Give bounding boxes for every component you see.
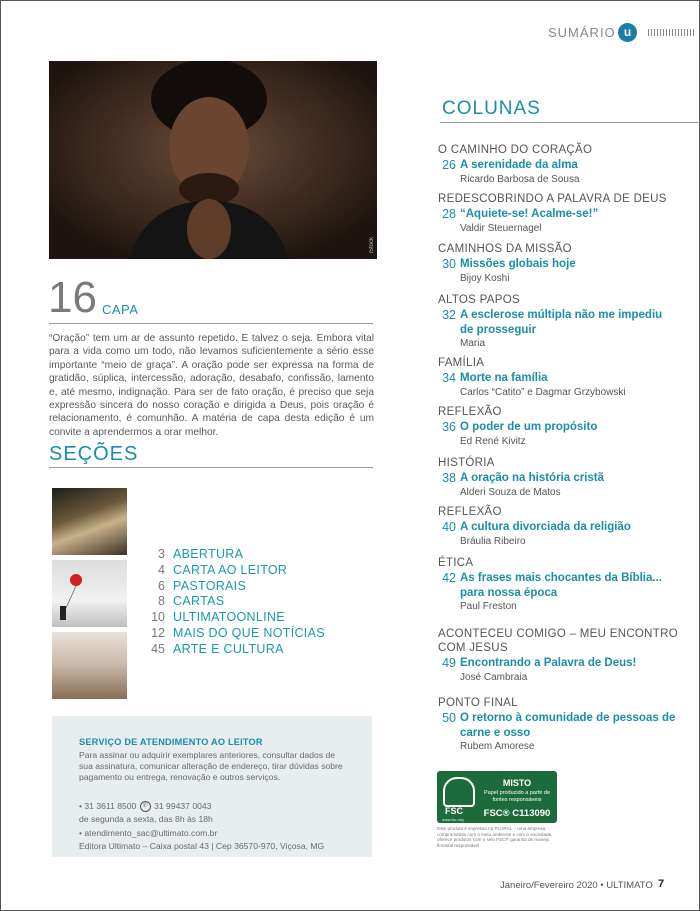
column-author: Maria <box>460 338 486 349</box>
column-category: REFLEXÃO <box>438 506 502 518</box>
column-category: O CAMINHO DO CORAÇÃO <box>438 144 593 156</box>
column-author: Bráulia Ribeiro <box>460 535 526 547</box>
column-entry[interactable] <box>438 696 696 753</box>
column-entry[interactable] <box>438 242 696 285</box>
section-item[interactable] <box>140 626 380 642</box>
ultimato-logo-icon: u <box>618 23 637 42</box>
column-entry[interactable] <box>438 192 696 235</box>
section-label: SUMÁRIO <box>548 25 616 40</box>
section-label: MAIS DO QUE NOTÍCIAS <box>173 625 325 640</box>
cover-photo <box>49 61 377 259</box>
section-page: 10 <box>151 610 165 625</box>
section-page: 4 <box>158 562 165 577</box>
column-category: ÉTICA <box>438 557 474 569</box>
sections-list <box>140 547 380 658</box>
service-title: SERVIÇO DE ATENDIMENTO AO LEITOR <box>79 737 263 747</box>
column-entry[interactable] <box>438 456 696 499</box>
cover-label: CAPA <box>102 302 139 317</box>
barcode-decoration <box>648 29 694 36</box>
column-page: 49 <box>442 656 456 670</box>
section-page: 3 <box>158 547 165 561</box>
section-item[interactable] <box>140 547 380 563</box>
column-author: Bijoy Koshi <box>460 272 510 284</box>
column-page: 36 <box>442 420 456 434</box>
column-entry[interactable] <box>438 143 696 186</box>
balloon-girl-illustration <box>52 560 127 627</box>
column-category: REDESCOBRINDO A PALAVRA DE DEUS <box>438 193 667 205</box>
columns-title: COLUNAS <box>442 98 541 119</box>
column-title: “Aquiete-se! Acalme-se!” <box>460 208 599 220</box>
column-page: 50 <box>442 711 456 725</box>
section-thumbnail-balloon-girl <box>52 560 127 627</box>
column-title: A cultura divorciada da religião <box>460 521 631 533</box>
whatsapp-icon: ✆ <box>140 801 151 812</box>
column-entry[interactable] <box>438 293 696 350</box>
footer-issue: Janeiro/Fevereiro 2020 • ULTIMATO <box>500 880 653 891</box>
column-title: A serenidade da alma <box>460 159 578 171</box>
fsc-description: Papel produzido a partir de fontes responsáveis <box>483 790 551 803</box>
column-page: 38 <box>442 471 456 485</box>
section-page: 45 <box>151 641 165 656</box>
section-label: CARTAS <box>173 594 225 609</box>
cover-page-number: 16 <box>48 273 97 322</box>
reader-service-box <box>52 716 372 857</box>
section-label: ULTIMATOONLINE <box>173 610 285 625</box>
column-page: 34 <box>442 371 456 385</box>
column-entry[interactable] <box>438 505 696 548</box>
column-page: 30 <box>442 257 456 271</box>
fsc-note: Este produto é impresso na PLURAL – uma empresa comprometida com o meio ambiente e com a sociedade, oferece produtos com o selo FSC® garantia de manejo florestal responsável <box>437 826 553 848</box>
column-title: O retorno à comunidade de pessoas de carne e osso <box>460 712 676 739</box>
column-page: 42 <box>442 571 456 585</box>
section-page: 8 <box>158 594 165 609</box>
service-description: Para assinar ou adquirir exemplares anteriores, consultar dados de sua assinatura, comunicar alteração de endereço, tirar dúvidas sobre pagamento ou entrega, renovação e outros serviços. <box>79 750 343 783</box>
fsc-code: FSC® C113090 <box>483 808 551 819</box>
column-entry[interactable] <box>438 556 696 613</box>
column-author: Ricardo Barbosa de Sousa <box>460 173 580 185</box>
page-number: 7 <box>658 878 665 890</box>
column-title: O poder de um propósito <box>460 421 598 433</box>
fsc-tree-icon <box>443 777 475 807</box>
column-author: Valdir Steuernagel <box>460 222 542 234</box>
service-address: Editora Ultimato – Caixa postal 43 | Cep 36570-970, Viçosa, MG <box>79 841 325 851</box>
fsc-type: MISTO <box>502 778 532 788</box>
column-author: Paul Freston <box>460 601 517 612</box>
column-author: Ed René Kivitz <box>460 435 526 447</box>
service-phone[interactable]: • 31 3611 8500 <box>79 801 137 811</box>
section-item[interactable] <box>140 642 380 658</box>
column-author: Rubem Amorese <box>460 741 535 752</box>
column-category: FAMÍLIA <box>438 357 485 369</box>
fsc-badge <box>437 771 557 823</box>
column-category: ACONTECEU COMIGO – MEU ENCONTRO COM JESUS <box>438 628 678 654</box>
column-category: ALTOS PAPOS <box>438 294 520 306</box>
column-title: As frases mais chocantes da Bíblia... para nossa época <box>460 572 662 599</box>
section-page: 12 <box>151 625 165 640</box>
column-entry[interactable] <box>438 356 696 399</box>
column-page: 28 <box>442 207 456 221</box>
section-label: CARTA AO LEITOR <box>173 562 288 577</box>
praying-man-illustration <box>49 61 377 259</box>
column-category: PONTO FINAL <box>438 697 518 709</box>
column-title: Missões globais hoje <box>460 258 576 270</box>
section-item[interactable] <box>140 610 380 626</box>
divider <box>49 323 373 324</box>
column-title: Encontrando a Palavra de Deus! <box>460 657 637 669</box>
column-title: A esclerose múltipla não me impediu de prosseguir <box>460 309 663 336</box>
column-title: Morte na família <box>460 372 548 384</box>
column-page: 32 <box>442 308 456 322</box>
column-author: Carlos “Catito” e Dagmar Grzybowski <box>460 386 626 398</box>
section-item[interactable] <box>140 594 380 610</box>
service-whatsapp[interactable]: 31 99437 0043 <box>154 801 212 811</box>
column-page: 40 <box>442 520 456 534</box>
section-label: PASTORAIS <box>173 578 247 593</box>
section-page: 6 <box>158 578 165 593</box>
column-author: Alderi Souza de Matos <box>460 486 561 498</box>
section-label: ABERTURA <box>173 547 244 561</box>
column-title: A oração na história cristã <box>460 472 605 484</box>
column-category: REFLEXÃO <box>438 406 502 418</box>
sections-title: SEÇÕES <box>49 443 139 465</box>
divider <box>49 467 373 468</box>
cover-description: “Oração” tem um ar de assunto repetido. E talvez o seja. Embora vital para a vida como um todo, não levamos suficientemente a sério esse importante “meio de graça”. A oração pode ser expressa na forma de gratidão, súplica, intercessão, adoração, desabafo, confissão, lamento e, até mesmo, indignação. Para ser de fato oração, é preciso que seja expressão sincera do nosso coração e dirigida a Deus, pois oração é relacionamento, é comunhão. A matéria de capa desta edição é um convite a aprendermos a orar melhor. <box>49 333 374 438</box>
section-thumbnail-painting <box>52 488 127 555</box>
section-label: ARTE E CULTURA <box>173 641 284 656</box>
service-phones <box>79 801 211 812</box>
service-email[interactable]: • atendimento_sac@ultimato.com.br <box>79 828 218 838</box>
column-entry[interactable] <box>438 405 696 448</box>
fsc-website: www.fsc.org <box>442 817 464 822</box>
section-thumbnail-protest <box>52 632 127 699</box>
column-category: HISTÓRIA <box>438 457 495 469</box>
fsc-label: FSC <box>445 806 463 816</box>
column-category: CAMINHOS DA MISSÃO <box>438 243 572 255</box>
divider <box>440 122 698 123</box>
column-author: José Cambraia <box>460 671 528 683</box>
column-page: 26 <box>442 158 456 172</box>
section-item[interactable] <box>140 579 380 595</box>
section-item[interactable] <box>140 563 380 579</box>
photo-credit: iStock <box>369 236 375 253</box>
service-hours: de segunda a sexta, das 8h às 18h <box>79 814 213 824</box>
column-entry[interactable] <box>438 627 696 684</box>
